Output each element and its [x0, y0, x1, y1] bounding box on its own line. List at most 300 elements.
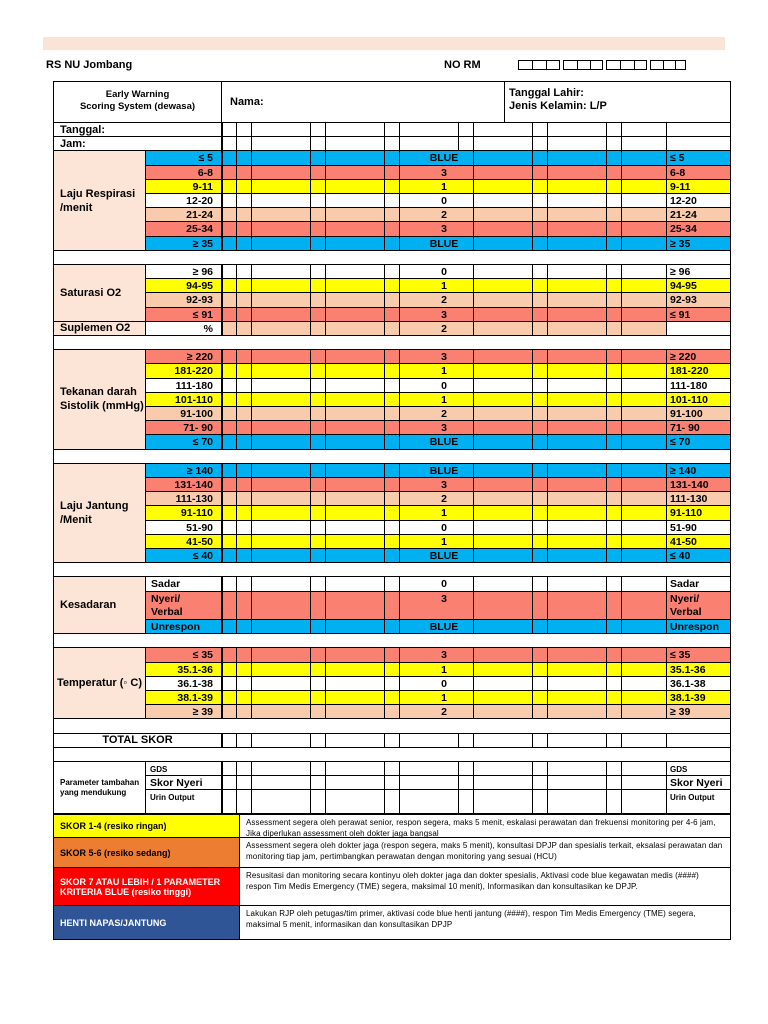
entry-cell[interactable]	[281, 435, 296, 449]
entry-cell[interactable]	[400, 762, 415, 776]
entry-cell[interactable]	[340, 734, 355, 748]
entry-cell[interactable]	[651, 677, 666, 691]
entry-cell[interactable]	[355, 137, 370, 151]
entry-cell[interactable]	[266, 464, 281, 478]
entry-cell[interactable]	[281, 222, 296, 236]
entry-cell[interactable]	[281, 620, 296, 634]
entry-cell[interactable]	[281, 364, 296, 378]
entry-cell[interactable]	[607, 222, 622, 236]
entry-cell[interactable]	[296, 350, 311, 364]
entry-cell[interactable]	[266, 166, 281, 180]
entry-cell[interactable]	[311, 620, 326, 634]
entry-cell[interactable]	[370, 435, 385, 449]
entry-cell[interactable]	[503, 421, 518, 435]
entry-cell[interactable]	[370, 151, 385, 165]
entry-cell[interactable]	[370, 166, 385, 180]
entry-cell[interactable]	[400, 379, 415, 393]
entry-cell[interactable]	[400, 648, 415, 662]
entry-cell[interactable]	[252, 592, 267, 620]
entry-cell[interactable]	[385, 492, 400, 506]
entry-cell[interactable]	[488, 506, 503, 520]
entry-cell[interactable]	[266, 435, 281, 449]
entry-cell[interactable]	[592, 222, 607, 236]
entry-cell[interactable]	[592, 549, 607, 563]
entry-cell[interactable]	[548, 293, 563, 307]
entry-cell[interactable]	[488, 776, 503, 790]
entry-cell[interactable]	[577, 691, 592, 705]
entry-cell[interactable]	[548, 762, 563, 776]
entry-cell[interactable]	[222, 790, 237, 814]
entry-cell[interactable]	[326, 350, 341, 364]
entry-cell[interactable]	[252, 790, 267, 814]
entry-cell[interactable]	[281, 478, 296, 492]
entry-cell[interactable]	[222, 293, 237, 307]
entry-cell[interactable]	[385, 776, 400, 790]
entry-cell[interactable]	[340, 677, 355, 691]
entry-cell[interactable]	[266, 407, 281, 421]
entry-cell[interactable]	[355, 222, 370, 236]
entry-cell[interactable]	[474, 549, 489, 563]
entry-cell[interactable]	[651, 663, 666, 677]
entry-cell[interactable]	[429, 776, 444, 790]
entry-cell[interactable]	[503, 350, 518, 364]
entry-cell[interactable]	[592, 293, 607, 307]
entry-cell[interactable]	[622, 265, 637, 279]
entry-cell[interactable]	[222, 322, 237, 336]
entry-cell[interactable]	[518, 648, 533, 662]
entry-cell[interactable]	[577, 549, 592, 563]
entry-cell[interactable]	[400, 535, 415, 549]
entry-cell[interactable]	[459, 123, 474, 137]
entry-cell[interactable]	[311, 180, 326, 194]
entry-cell[interactable]	[326, 620, 341, 634]
entry-cell[interactable]	[326, 705, 341, 719]
entry-cell[interactable]	[400, 464, 415, 478]
entry-cell[interactable]	[488, 265, 503, 279]
entry-cell[interactable]	[474, 379, 489, 393]
entry-cell[interactable]	[370, 492, 385, 506]
entry-cell[interactable]	[518, 322, 533, 336]
patient-info[interactable]	[504, 82, 730, 122]
entry-cell[interactable]	[562, 677, 577, 691]
entry-cell[interactable]	[296, 194, 311, 208]
entry-cell[interactable]	[488, 535, 503, 549]
entry-cell[interactable]	[222, 151, 237, 165]
entry-cell[interactable]	[222, 677, 237, 691]
entry-cell[interactable]	[222, 123, 237, 137]
entry-cell[interactable]	[281, 691, 296, 705]
entry-cell[interactable]	[370, 137, 385, 151]
entry-cell[interactable]	[562, 663, 577, 677]
entry-cell[interactable]	[326, 776, 341, 790]
entry-cell[interactable]	[548, 521, 563, 535]
entry-cell[interactable]	[222, 137, 237, 151]
entry-cell[interactable]	[548, 350, 563, 364]
entry-cell[interactable]	[340, 364, 355, 378]
entry-cell[interactable]	[518, 222, 533, 236]
entry-cell[interactable]	[592, 308, 607, 322]
entry-cell[interactable]	[237, 237, 252, 251]
entry-cell[interactable]	[237, 350, 252, 364]
entry-cell[interactable]	[518, 379, 533, 393]
entry-cell[interactable]	[237, 421, 252, 435]
entry-cell[interactable]	[592, 776, 607, 790]
entry-cell[interactable]	[474, 166, 489, 180]
entry-cell[interactable]	[311, 194, 326, 208]
entry-cell[interactable]	[355, 293, 370, 307]
entry-cell[interactable]	[340, 322, 355, 336]
entry-cell[interactable]	[518, 592, 533, 620]
entry-cell[interactable]	[548, 648, 563, 662]
entry-cell[interactable]	[252, 535, 267, 549]
entry-cell[interactable]	[222, 379, 237, 393]
entry-cell[interactable]	[296, 166, 311, 180]
entry-cell[interactable]	[340, 222, 355, 236]
entry-cell[interactable]	[326, 407, 341, 421]
entry-cell[interactable]	[400, 677, 415, 691]
entry-cell[interactable]	[636, 521, 651, 535]
entry-cell[interactable]	[400, 322, 415, 336]
entry-cell[interactable]	[237, 691, 252, 705]
entry-cell[interactable]	[385, 237, 400, 251]
entry-cell[interactable]	[503, 492, 518, 506]
entry-cell[interactable]	[562, 308, 577, 322]
entry-cell[interactable]	[636, 435, 651, 449]
entry-cell[interactable]	[622, 492, 637, 506]
entry-cell[interactable]	[651, 166, 666, 180]
entry-cell[interactable]	[474, 407, 489, 421]
entry-cell[interactable]	[326, 421, 341, 435]
entry-cell[interactable]	[622, 776, 637, 790]
entry-cell[interactable]	[355, 123, 370, 137]
entry-cell[interactable]	[636, 237, 651, 251]
entry-cell[interactable]	[651, 535, 666, 549]
entry-cell[interactable]	[474, 492, 489, 506]
entry-cell[interactable]	[533, 279, 548, 293]
entry-cell[interactable]	[222, 279, 237, 293]
entry-cell[interactable]	[474, 237, 489, 251]
entry-cell[interactable]	[222, 407, 237, 421]
entry-cell[interactable]	[503, 293, 518, 307]
entry-cell[interactable]	[281, 535, 296, 549]
entry-cell[interactable]	[385, 705, 400, 719]
entry-cell[interactable]	[651, 293, 666, 307]
entry-cell[interactable]	[311, 577, 326, 591]
entry-cell[interactable]	[548, 663, 563, 677]
entry-cell[interactable]	[636, 691, 651, 705]
entry-cell[interactable]	[326, 265, 341, 279]
entry-cell[interactable]	[651, 265, 666, 279]
entry-cell[interactable]	[370, 790, 385, 814]
entry-cell[interactable]	[562, 350, 577, 364]
entry-cell[interactable]	[326, 293, 341, 307]
entry-cell[interactable]	[340, 279, 355, 293]
entry-cell[interactable]	[503, 123, 518, 137]
entry-cell[interactable]	[266, 137, 281, 151]
entry-cell[interactable]	[252, 180, 267, 194]
entry-cell[interactable]	[429, 790, 444, 814]
entry-cell[interactable]	[281, 151, 296, 165]
entry-cell[interactable]	[296, 393, 311, 407]
entry-cell[interactable]	[237, 663, 252, 677]
entry-cell[interactable]	[281, 393, 296, 407]
entry-cell[interactable]	[607, 464, 622, 478]
entry-cell[interactable]	[607, 435, 622, 449]
entry-cell[interactable]	[607, 677, 622, 691]
entry-cell[interactable]	[326, 762, 341, 776]
entry-cell[interactable]	[577, 237, 592, 251]
entry-cell[interactable]	[237, 407, 252, 421]
entry-cell[interactable]	[488, 663, 503, 677]
entry-cell[interactable]	[562, 506, 577, 520]
entry-cell[interactable]	[562, 151, 577, 165]
entry-cell[interactable]	[636, 194, 651, 208]
entry-cell[interactable]	[474, 421, 489, 435]
entry-cell[interactable]	[474, 677, 489, 691]
entry-cell[interactable]	[622, 194, 637, 208]
entry-cell[interactable]	[622, 237, 637, 251]
entry-cell[interactable]	[577, 293, 592, 307]
entry-cell[interactable]	[651, 237, 666, 251]
entry-cell[interactable]	[592, 364, 607, 378]
entry-cell[interactable]	[222, 705, 237, 719]
entry-cell[interactable]	[548, 776, 563, 790]
entry-cell[interactable]	[355, 776, 370, 790]
entry-cell[interactable]	[281, 137, 296, 151]
entry-cell[interactable]	[474, 592, 489, 620]
entry-cell[interactable]	[577, 492, 592, 506]
entry-cell[interactable]	[311, 265, 326, 279]
entry-cell[interactable]	[355, 663, 370, 677]
entry-cell[interactable]	[266, 592, 281, 620]
entry-cell[interactable]	[636, 308, 651, 322]
entry-cell[interactable]	[266, 194, 281, 208]
entry-cell[interactable]	[370, 350, 385, 364]
entry-cell[interactable]	[474, 208, 489, 222]
entry-cell[interactable]	[503, 222, 518, 236]
entry-cell[interactable]	[400, 308, 415, 322]
entry-cell[interactable]	[459, 776, 474, 790]
entry-cell[interactable]	[518, 421, 533, 435]
entry-cell[interactable]	[385, 577, 400, 591]
entry-cell[interactable]	[311, 379, 326, 393]
entry-cell[interactable]	[385, 663, 400, 677]
entry-cell[interactable]	[651, 620, 666, 634]
entry-cell[interactable]	[252, 293, 267, 307]
entry-cell[interactable]	[503, 762, 518, 776]
entry-cell[interactable]	[622, 137, 637, 151]
entry-cell[interactable]	[429, 734, 444, 748]
entry-cell[interactable]	[326, 535, 341, 549]
entry-cell[interactable]	[311, 506, 326, 520]
entry-cell[interactable]	[237, 393, 252, 407]
entry-cell[interactable]	[400, 222, 415, 236]
entry-cell[interactable]	[503, 620, 518, 634]
entry-cell[interactable]	[252, 308, 267, 322]
entry-cell[interactable]	[326, 734, 341, 748]
entry-cell[interactable]	[474, 506, 489, 520]
entry-cell[interactable]	[488, 691, 503, 705]
entry-cell[interactable]	[592, 506, 607, 520]
entry-cell[interactable]	[326, 506, 341, 520]
entry-cell[interactable]	[592, 322, 607, 336]
entry-cell[interactable]	[370, 648, 385, 662]
entry-cell[interactable]	[636, 577, 651, 591]
entry-cell[interactable]	[340, 535, 355, 549]
entry-cell[interactable]	[385, 393, 400, 407]
entry-cell[interactable]	[503, 549, 518, 563]
entry-cell[interactable]	[311, 492, 326, 506]
entry-cell[interactable]	[266, 663, 281, 677]
entry-cell[interactable]	[548, 279, 563, 293]
entry-cell[interactable]	[311, 421, 326, 435]
entry-cell[interactable]	[281, 464, 296, 478]
entry-cell[interactable]	[266, 776, 281, 790]
entry-cell[interactable]	[370, 322, 385, 336]
entry-cell[interactable]	[533, 705, 548, 719]
entry-cell[interactable]	[577, 421, 592, 435]
entry-cell[interactable]	[474, 151, 489, 165]
entry-cell[interactable]	[607, 293, 622, 307]
entry-cell[interactable]	[237, 364, 252, 378]
entry-cell[interactable]	[385, 521, 400, 535]
entry-cell[interactable]	[562, 265, 577, 279]
entry-cell[interactable]	[607, 549, 622, 563]
entry-cell[interactable]	[237, 166, 252, 180]
entry-cell[interactable]	[636, 222, 651, 236]
entry-cell[interactable]	[503, 151, 518, 165]
entry-cell[interactable]	[340, 166, 355, 180]
entry-cell[interactable]	[311, 237, 326, 251]
entry-cell[interactable]	[488, 166, 503, 180]
entry-cell[interactable]	[622, 705, 637, 719]
entry-cell[interactable]	[296, 705, 311, 719]
entry-cell[interactable]	[592, 435, 607, 449]
entry-cell[interactable]	[533, 265, 548, 279]
entry-cell[interactable]	[636, 734, 651, 748]
entry-cell[interactable]	[355, 208, 370, 222]
entry-cell[interactable]	[400, 180, 415, 194]
entry-cell[interactable]	[281, 734, 296, 748]
entry-cell[interactable]	[592, 137, 607, 151]
entry-cell[interactable]	[281, 166, 296, 180]
entry-cell[interactable]	[548, 379, 563, 393]
entry-cell[interactable]	[266, 208, 281, 222]
entry-cell[interactable]	[252, 364, 267, 378]
entry-cell[interactable]	[651, 435, 666, 449]
entry-cell[interactable]	[311, 549, 326, 563]
entry-cell[interactable]	[503, 705, 518, 719]
entry-cell[interactable]	[237, 577, 252, 591]
entry-cell[interactable]	[607, 208, 622, 222]
entry-cell[interactable]	[296, 322, 311, 336]
entry-cell[interactable]	[400, 691, 415, 705]
entry-cell[interactable]	[622, 350, 637, 364]
entry-cell[interactable]	[340, 663, 355, 677]
entry-cell[interactable]	[340, 790, 355, 814]
entry-cell[interactable]	[622, 123, 637, 137]
entry-cell[interactable]	[281, 279, 296, 293]
entry-cell[interactable]	[296, 237, 311, 251]
entry-cell[interactable]	[518, 478, 533, 492]
entry-cell[interactable]	[252, 620, 267, 634]
entry-cell[interactable]	[414, 790, 429, 814]
entry-cell[interactable]	[326, 379, 341, 393]
entry-cell[interactable]	[607, 194, 622, 208]
entry-cell[interactable]	[636, 421, 651, 435]
entry-cell[interactable]	[370, 734, 385, 748]
entry-cell[interactable]	[518, 790, 533, 814]
entry-cell[interactable]	[622, 435, 637, 449]
entry-cell[interactable]	[592, 208, 607, 222]
entry-cell[interactable]	[281, 577, 296, 591]
entry-cell[interactable]	[562, 577, 577, 591]
entry-cell[interactable]	[252, 677, 267, 691]
entry-cell[interactable]	[607, 620, 622, 634]
entry-cell[interactable]	[518, 279, 533, 293]
entry-cell[interactable]	[222, 620, 237, 634]
entry-cell[interactable]	[622, 166, 637, 180]
entry-cell[interactable]	[503, 208, 518, 222]
entry-cell[interactable]	[607, 421, 622, 435]
entry-cell[interactable]	[370, 592, 385, 620]
entry-cell[interactable]	[281, 208, 296, 222]
entry-cell[interactable]	[281, 705, 296, 719]
entry-cell[interactable]	[607, 478, 622, 492]
entry-cell[interactable]	[503, 379, 518, 393]
entry-cell[interactable]	[355, 677, 370, 691]
entry-cell[interactable]	[607, 592, 622, 620]
entry-cell[interactable]	[474, 279, 489, 293]
entry-cell[interactable]	[414, 123, 429, 137]
entry-cell[interactable]	[222, 492, 237, 506]
entry-cell[interactable]	[518, 506, 533, 520]
entry-cell[interactable]	[592, 492, 607, 506]
entry-cell[interactable]	[533, 407, 548, 421]
entry-cell[interactable]	[518, 492, 533, 506]
entry-cell[interactable]	[237, 222, 252, 236]
entry-cell[interactable]	[355, 790, 370, 814]
entry-cell[interactable]	[296, 620, 311, 634]
entry-cell[interactable]	[281, 663, 296, 677]
entry-cell[interactable]	[252, 506, 267, 520]
entry-cell[interactable]	[340, 123, 355, 137]
entry-cell[interactable]	[311, 663, 326, 677]
entry-cell[interactable]	[503, 677, 518, 691]
entry-cell[interactable]	[311, 776, 326, 790]
entry-cell[interactable]	[252, 776, 267, 790]
entry-cell[interactable]	[577, 393, 592, 407]
entry-cell[interactable]	[266, 734, 281, 748]
entry-cell[interactable]	[474, 790, 489, 814]
entry-cell[interactable]	[636, 549, 651, 563]
entry-cell[interactable]	[326, 364, 341, 378]
entry-cell[interactable]	[577, 620, 592, 634]
entry-cell[interactable]	[577, 677, 592, 691]
entry-cell[interactable]	[562, 364, 577, 378]
entry-cell[interactable]	[340, 705, 355, 719]
entry-cell[interactable]	[326, 464, 341, 478]
entry-cell[interactable]	[296, 592, 311, 620]
entry-cell[interactable]	[636, 677, 651, 691]
entry-cell[interactable]	[237, 648, 252, 662]
entry-cell[interactable]	[266, 506, 281, 520]
entry-cell[interactable]	[592, 180, 607, 194]
entry-cell[interactable]	[488, 151, 503, 165]
entry-cell[interactable]	[488, 592, 503, 620]
entry-cell[interactable]	[577, 535, 592, 549]
entry-cell[interactable]	[636, 180, 651, 194]
